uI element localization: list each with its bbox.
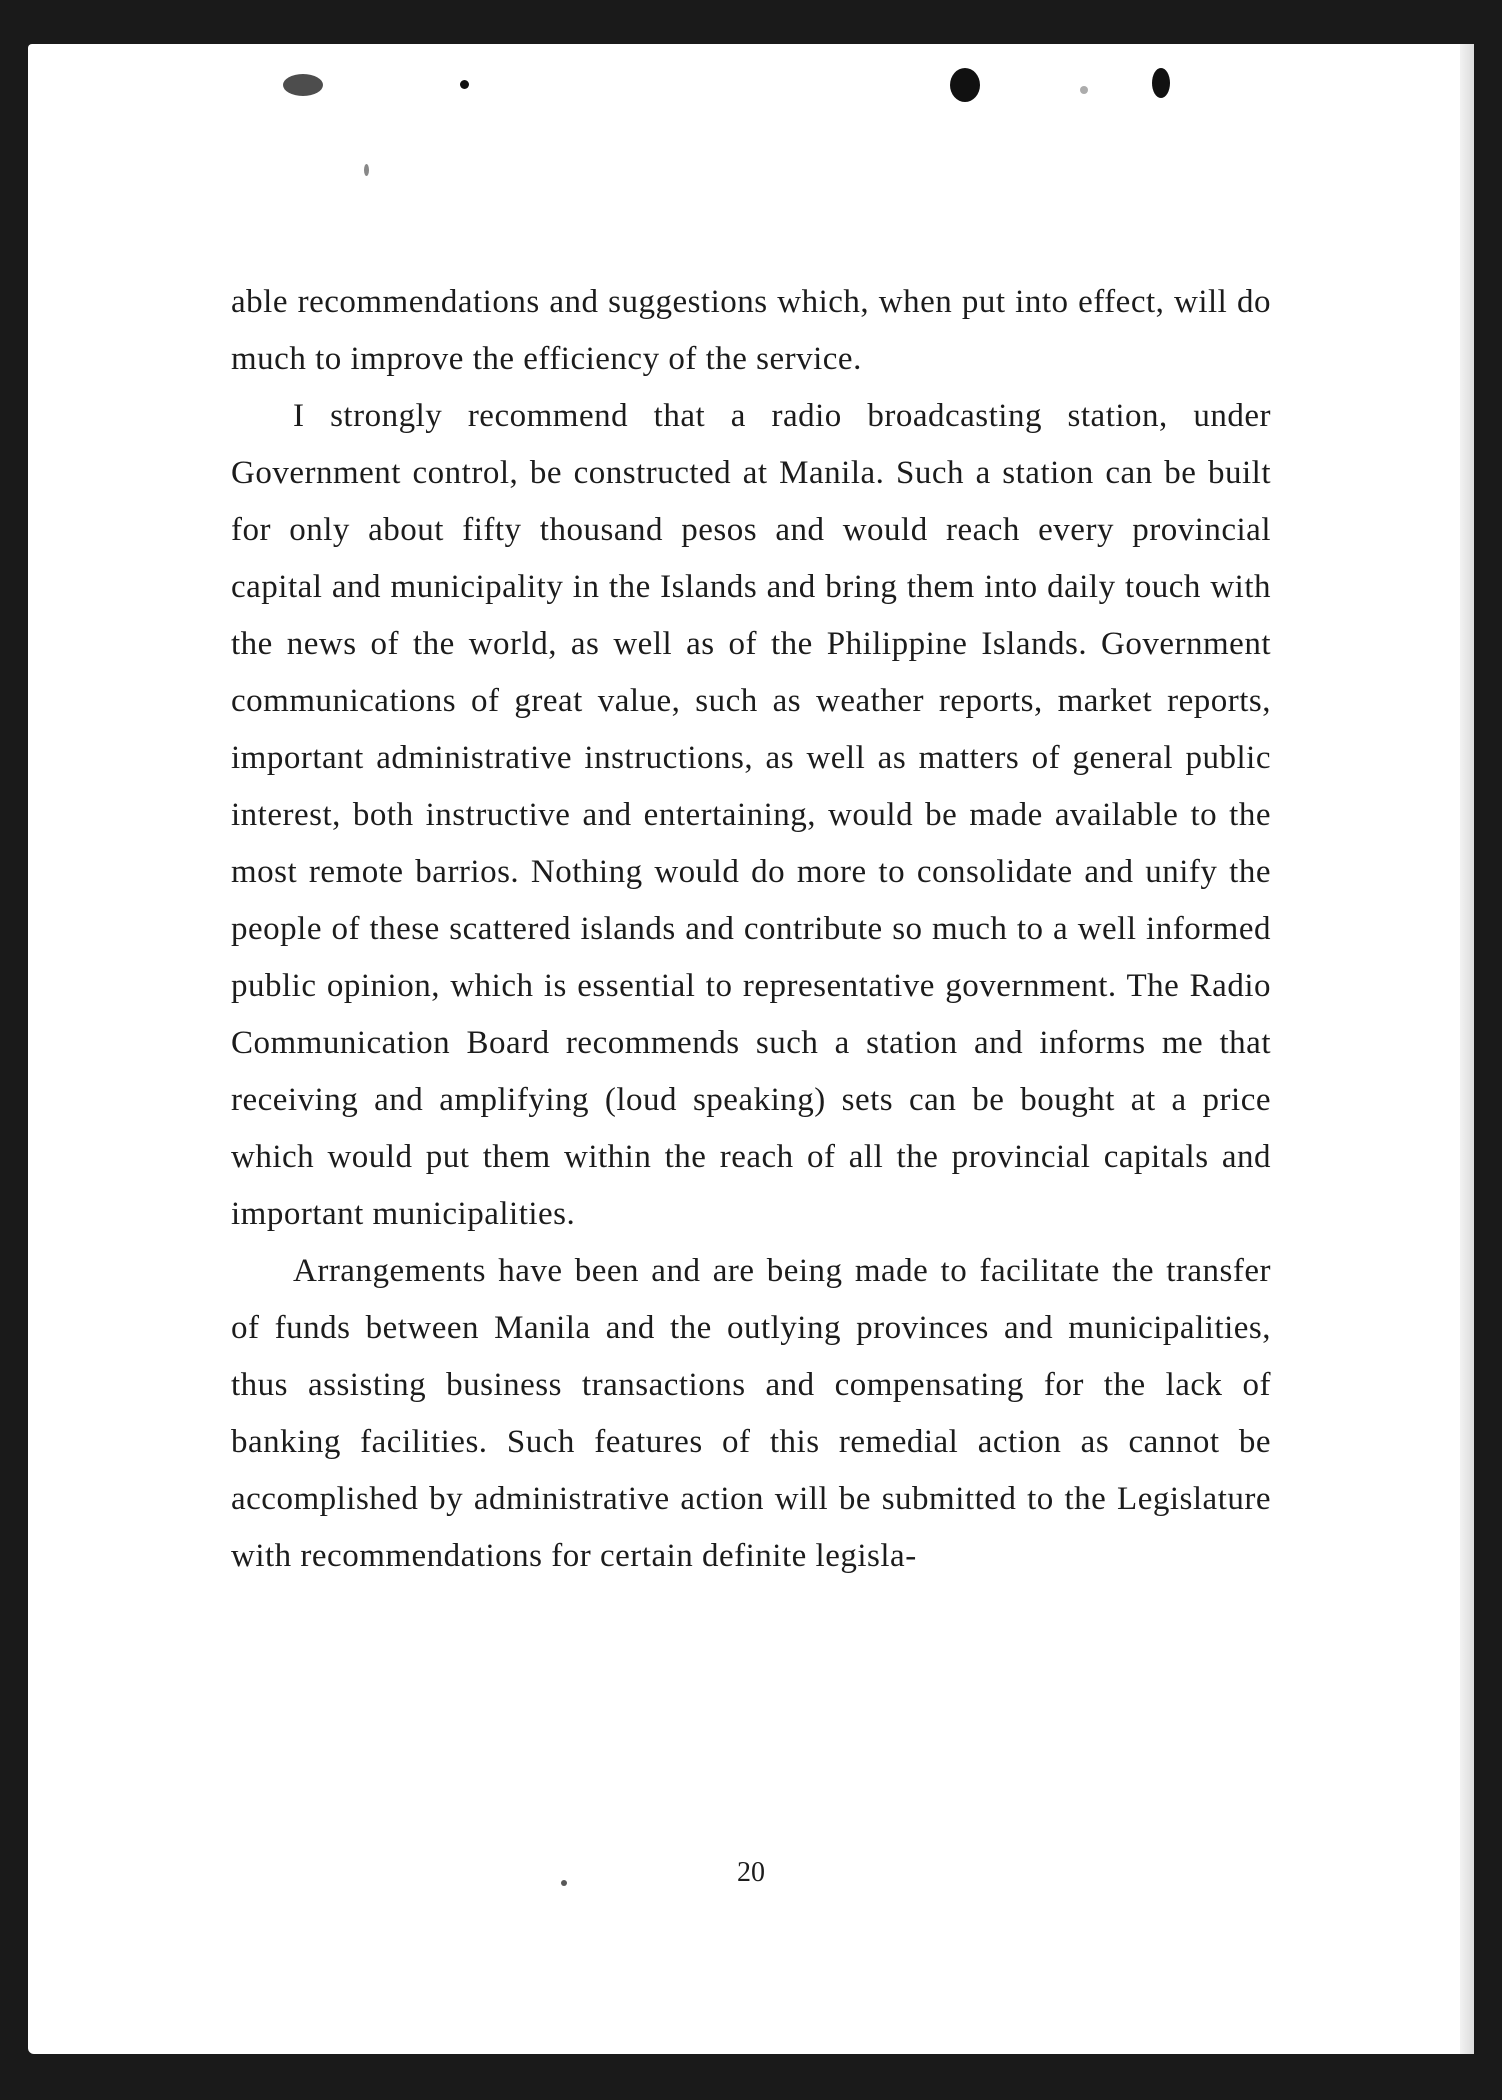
page-edge-shadow bbox=[1460, 44, 1474, 2054]
ink-spot bbox=[364, 164, 369, 176]
paragraph-3: Arrangements have been and are being made to facilitate the transfer of funds between Manila and the outlying provinces and municipalities, thus assisting business transactions and compensating for the lack of banking facilities. Such features of this remedial action as cannot be accomplished by administrative action will be submitted to the Legislature with recommendations for certain definite legisla- bbox=[231, 1253, 1271, 1574]
ink-spot bbox=[460, 80, 469, 89]
paragraph-1: able recommendations and suggestions which, when put into effect, will do much to improve the efficiency of the service. bbox=[231, 284, 1271, 377]
body-text bbox=[231, 274, 1271, 1585]
ink-spot bbox=[1152, 68, 1170, 98]
paragraph-2: I strongly recommend that a radio broadcasting station, under Government control, be constructed at Manila. Such a station can be built for only about fifty thousand pesos and would reach every provincial capital and municipality in the Islands and bring them into daily touch with the news of the world, as well as of the Philippine Islands. Government communications of great value, such as weather reports, market reports, important administrative instructions, as well as matters of general public interest, both instructive and entertaining, would be made available to the most remote barrios. Nothing would do more to consolidate and unify the people of these scattered islands and contribute so much to a well informed public opinion, which is essential to representative government. The Radio Communication Board recommends such a station and informs me that receiving and amplifying (loud speaking) sets can be bought at a price which would put them within the reach of all the provincial capitals and important municipalities. bbox=[231, 398, 1271, 1232]
ink-spot bbox=[283, 74, 323, 96]
ink-spot bbox=[1080, 86, 1088, 94]
page-number: 20 bbox=[737, 1857, 765, 1888]
ink-spot bbox=[950, 68, 980, 102]
document-page bbox=[28, 44, 1474, 2054]
